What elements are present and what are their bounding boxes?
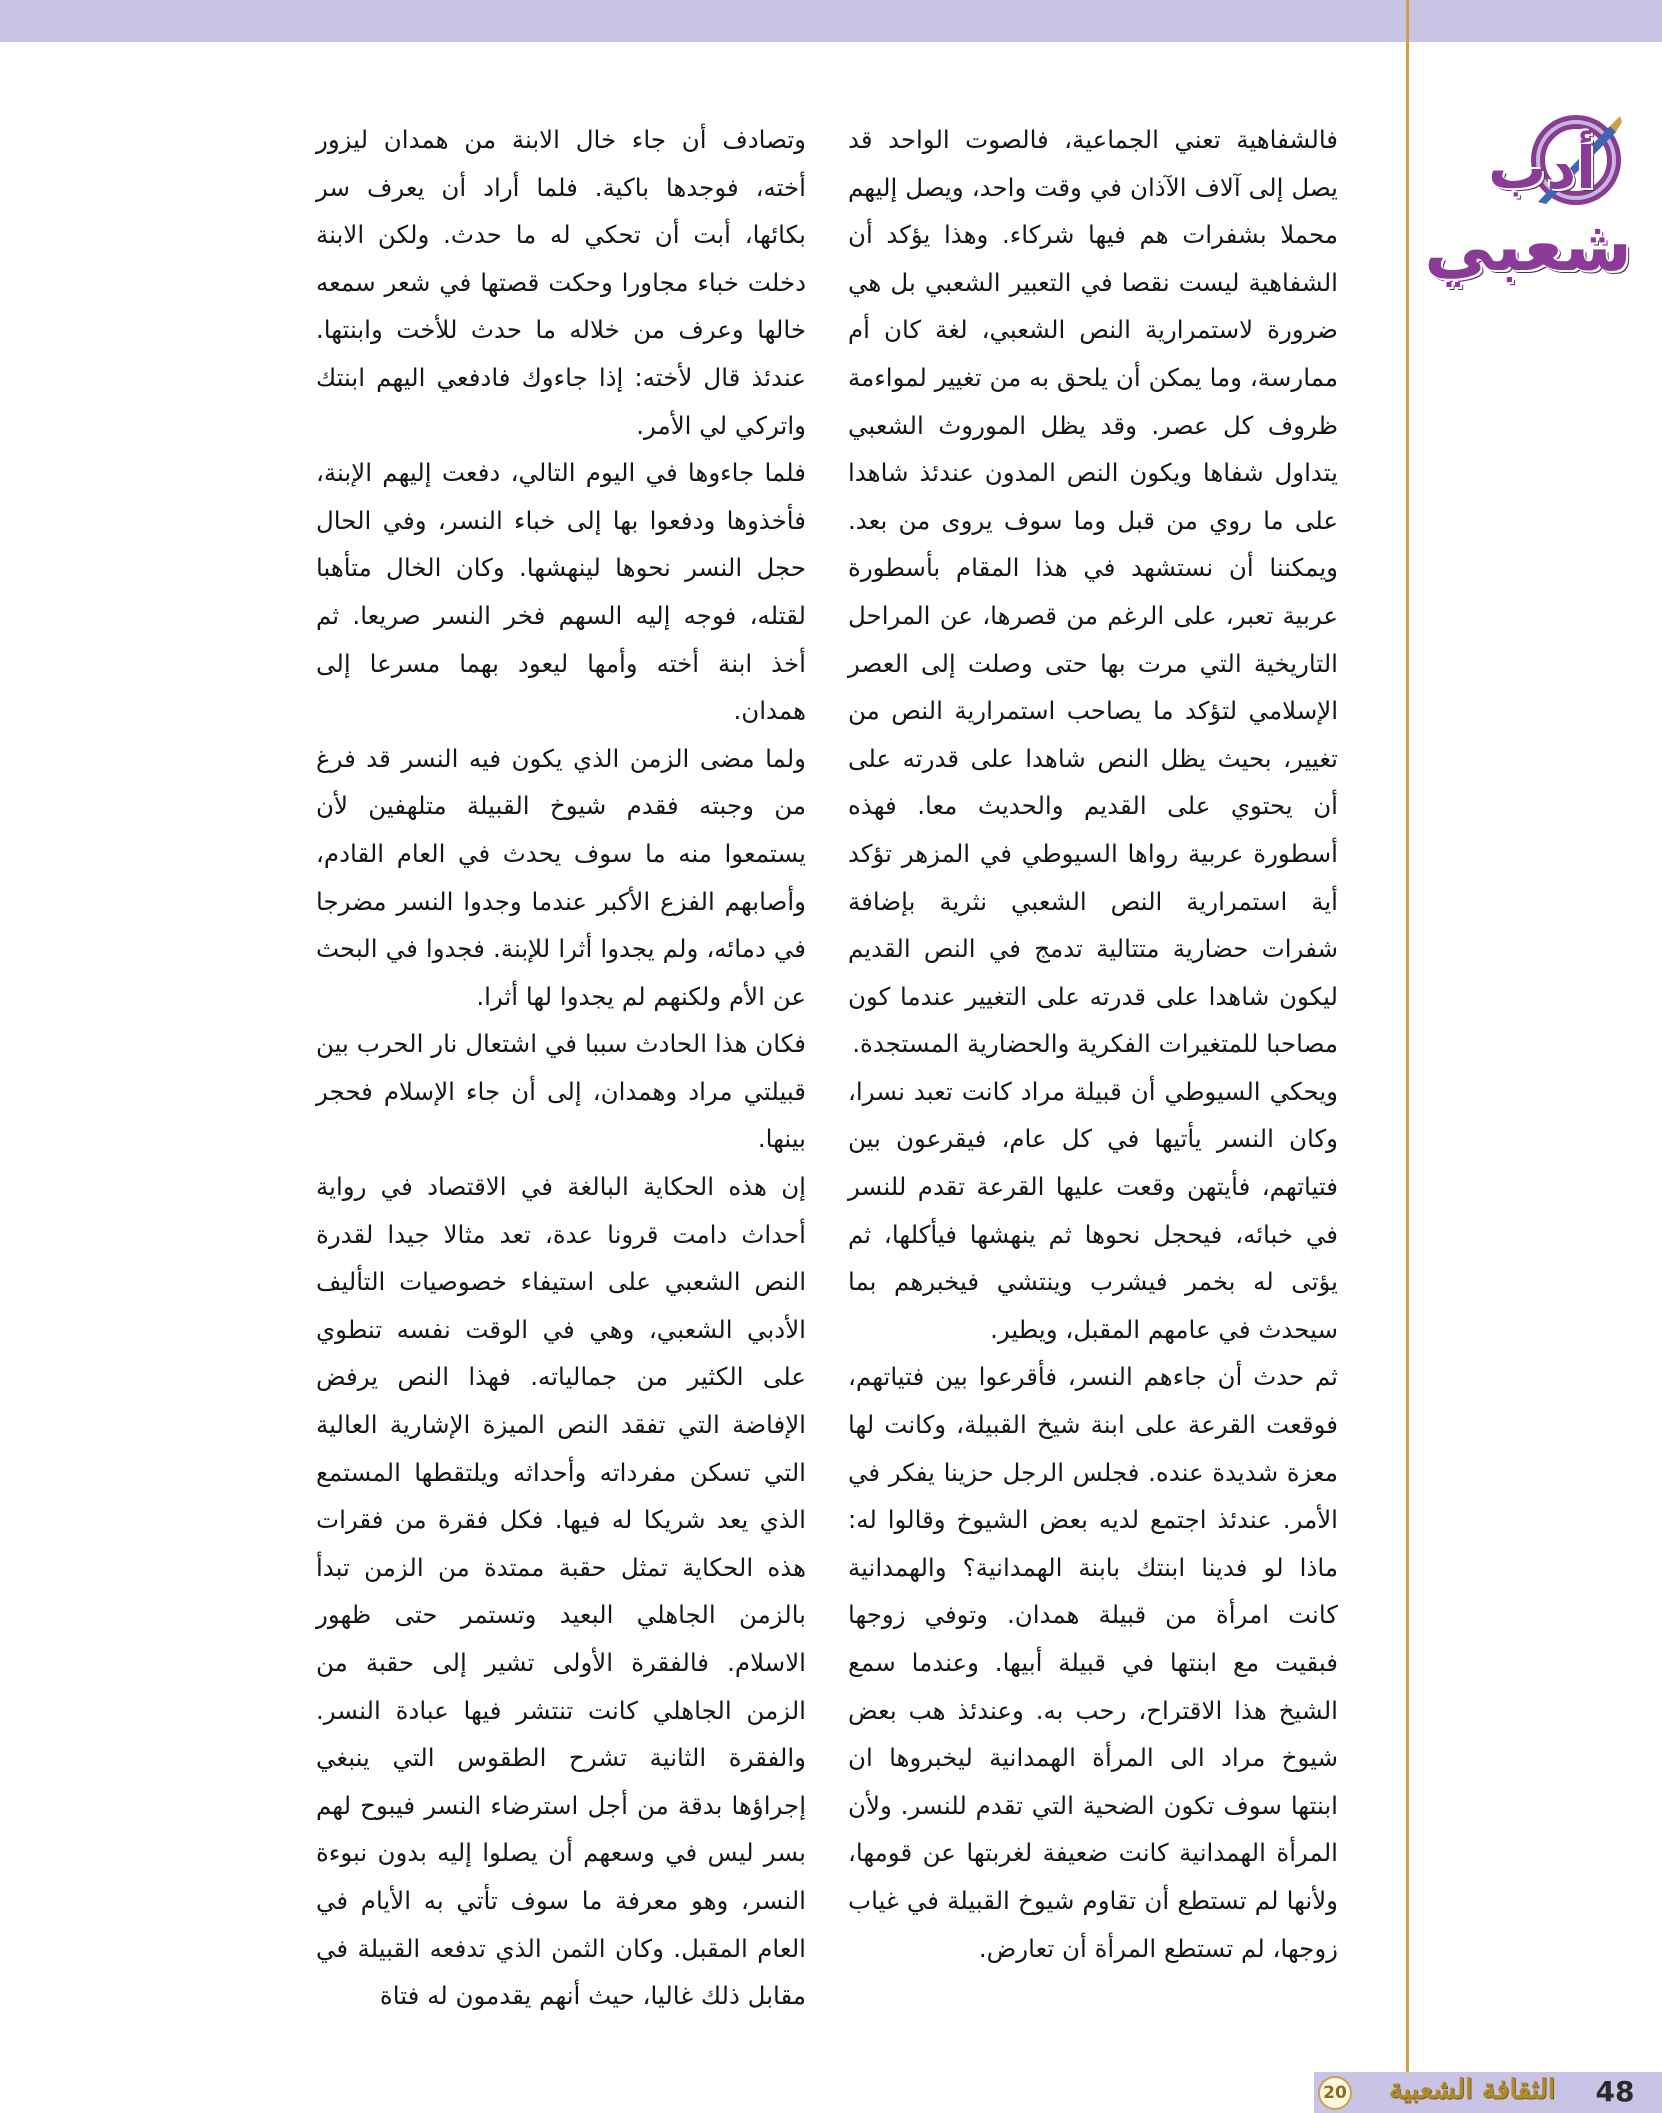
article-column-left: [316, 116, 806, 2020]
section-logo: [1416, 110, 1642, 300]
paragraph: فالشفاهية تعني الجماعية، فالصوت الواحد قد يصل إلى آلاف الآذان في وقت واحد، ويصل إليهم محملا بشفرات هم فيها شركاء. وهذا يؤكد أن الشفاهية ليست نقصا في التعبير الشعبي بل هي ضرورة لاستمرارية النص الشعبي، لغة كان أم ممارسة، وما يمكن أن يلحق به من تغيير لمواءمة ظروف كل عصر. وقد يظل الموروث الشعبي يتداول شفاها ويكون النص المدون عندئذ شاهدا على ما روي من قبل وما سوف يروى من بعد. ويمكننا أن نستشهد في هذا المقام بأسطورة عربية تعبر، على الرغم من قصرها، عن المراحل التاريخية التي مرت بها حتى وصلت إلى العصر الإسلامي لتؤكد ما يصاحب استمرارية النص من تغيير، بحيث يظل النص شاهدا على قدرته على أن يحتوي على القديم والحديث معا. فهذه أسطورة عربية رواها السيوطي في المزهر تؤكد أية استمرارية النص الشعبي نثرية بإضافة شفرات حضارية متتالية تدمج في النص القديم ليكون شاهدا على قدرته على التغيير عندما كون مصاحبا للمتغيرات الفكرية والحضارية المستجدة.: [848, 125, 1338, 1059]
logo-word-adab: أدب: [1488, 134, 1596, 202]
section-divider-rule: [1406, 0, 1409, 2072]
page-number: 48: [1595, 2075, 1635, 2108]
paragraph: وتصادف أن جاء خال الابنة من همدان ليزور أخته، فوجدها باكية. فلما أراد أن يعرف سر بكائها، أبت أن تحكي له ما حدث. ولكن الابنة دخلت خباء مجاورا وحكت قصتها في شعر سمعه خالها وعرف من خلاله ما حدث للأخت وابنتها. عندئذ قال لأخته: إذا جاءوك فادفعي اليهم ابنتك واتركي لي الأمر.: [316, 125, 806, 440]
paragraph: ولما مضى الزمن الذي يكون فيه النسر قد فرغ من وجبته فقدم شيوخ القبيلة متلهفين لأن يستمعوا منه ما سوف يحدث في العام القادم، وأصابهم الفزع الأكبر عندما وجدوا النسر مضرجا في دمائه، ولم يجدوا أثرا للإبنة. فجدوا في البحث عن الأم ولكنهم لم يجدوا لها أثرا.: [316, 743, 806, 1011]
paragraph: فلما جاءوها في اليوم التالي، دفعت إليهم الإبنة، فأخذوها ودفعوا بها إلى خباء النسر، وفي الحال حجل النسر نحوها لينهشها. وكان الخال متأهبا لقتله، فوجه إليه السهم فخر النسر صريعا. ثم أخذ ابنة أخته وأمها ليعود بهما مسرعا إلى همدان.: [316, 458, 806, 726]
article-column-right: [848, 116, 1338, 1972]
top-color-band: [0, 0, 1662, 42]
issue-number-badge: 20: [1318, 2076, 1352, 2110]
magazine-title: الثقافة الشعبية: [1388, 2074, 1556, 2105]
paragraph: ثم حدث أن جاءهم النسر، فأقرعوا بين فتياتهم، فوقعت القرعة على ابنة شيخ القبيلة، وكانت لها معزة شديدة عنده. فجلس الرجل حزينا يفكر في الأمر. عندئذ اجتمع لديه بعض الشيوخ وقالوا له: ماذا لو فدينا ابنتك بابنة الهمدانية؟ والهمدانية كانت امرأة من قبيلة همدان. وتوفي زوجها فبقيت مع ابنتها في قبيلة أبيها. وعندما سمع الشيخ هذا الاقتراح، رحب به. وعندئذ هب بعض شيوخ مراد الى المرأة الهمدانية ليخبروها ان ابنتها سوف تكون الضحية التي تقدم للنسر. ولأن المرأة الهمدانية كانت ضعيفة لغربتها عن قومها، ولأنها لم تستطع أن تقاوم شيوخ القبيلة في غياب زوجها، لم تستطع المرأة أن تعارض.: [848, 1362, 1338, 1963]
logo-word-shaabi: شعبي: [1424, 205, 1632, 287]
paragraph: ويحكي السيوطي أن قبيلة مراد كانت تعبد نسرا، وكان النسر يأتيها في كل عام، فيقرعون بين فتياتهم، فأيتهن وقعت عليها القرعة تقدم للنسر في خبائه، فيحجل نحوها ثم ينهشها فيأكلها، ثم يؤتى له بخمر فيشرب وينتشي فيخبرهم بما سيحدث في عامهم المقبل، ويطير.: [848, 1076, 1338, 1344]
paragraph: فكان هذا الحادث سببا في اشتعال نار الحرب بين قبيلتي مراد وهمدان، إلى أن جاء الإسلام فحجر بينها.: [316, 1029, 806, 1154]
paragraph: إن هذه الحكاية البالغة في الاقتصاد في رواية أحداث دامت قرونا عدة، تعد مثالا جيدا لقدرة النص الشعبي على استيفاء خصوصيات التأليف الأدبي الشعبي، وهي في الوقت نفسه تنطوي على الكثير من جمالياته. فهذا النص يرفض الإفاضة التي تفقد النص الميزة الإشارية العالية التي تسكن مفرداته وأحداثه ويلتقطها المستمع الذي يعد شريكا له فيها. فكل فقرة من فقرات هذه الحكاية تمثل حقبة ممتدة من الزمن تبدأ بالزمن الجاهلي البعيد وتستمر حتى ظهور الاسلام. فالفقرة الأولى تشير إلى حقبة من الزمن الجاهلي كانت تنتشر فيها عبادة النسر. والفقرة الثانية تشرح الطقوس التي ينبغي إجراؤها بدقة من أجل استرضاء النسر فيبوح لهم بسر ليس في وسعهم أن يصلوا إليه بدون نبوءة النسر، وهو معرفة ما سوف تأتي به الأيام في العام المقبل. وكان الثمن الذي تدفعه القبيلة في مقابل ذلك غاليا، حيث أنهم يقدمون له فتاة: [316, 1172, 806, 2011]
